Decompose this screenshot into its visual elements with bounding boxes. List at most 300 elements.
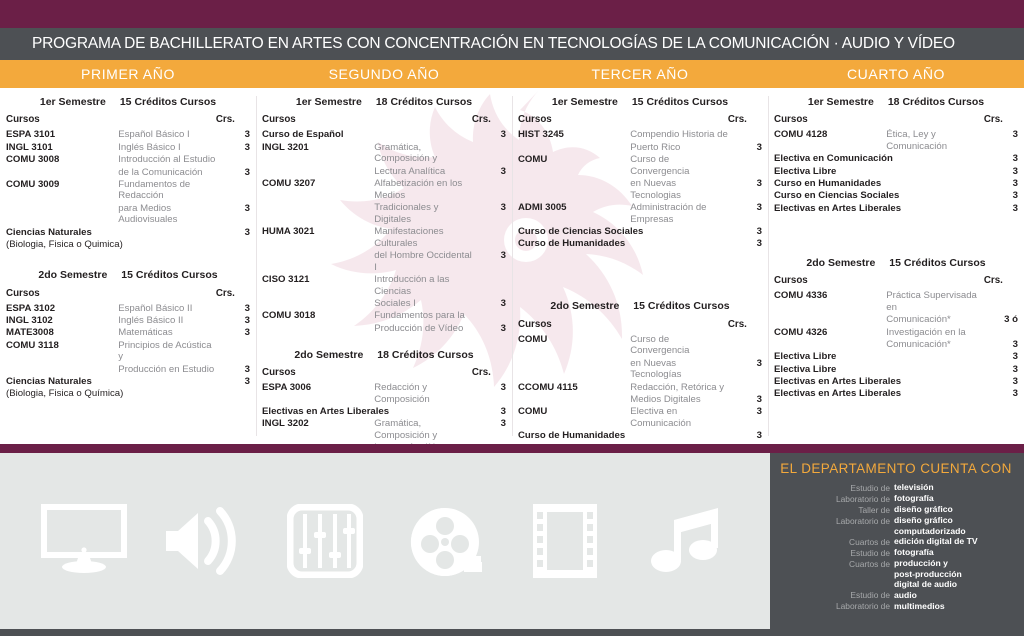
col-header-name: [630, 114, 728, 129]
course-credits: [984, 290, 1018, 314]
course-name: Matemáticas: [118, 327, 173, 339]
semester-credits: 15 Créditos Cursos: [631, 96, 729, 108]
course-code: INGL 3101: [6, 141, 53, 153]
course-row: [518, 357, 762, 381]
course-row: [774, 363, 1018, 375]
course-name: Español Básico I: [118, 129, 190, 141]
course-table: [518, 318, 762, 454]
semester-credits: 18 Créditos Cursos: [887, 96, 985, 108]
course-name: Electiva en Comunicación: [630, 406, 692, 430]
course-credits: 3: [1012, 388, 1018, 400]
facility-item: [780, 493, 1012, 504]
col-header-courses: Cursos: [262, 114, 296, 126]
course-name: Investigación en la: [886, 326, 966, 338]
course-code: Electiva Libre: [774, 363, 837, 375]
course-row: [262, 298, 506, 310]
course-table: [6, 287, 250, 400]
facility-label: Estudio de: [850, 547, 890, 558]
course-code: HIST 3245: [518, 129, 564, 141]
semester-heading: [262, 341, 506, 367]
course-row: [6, 154, 250, 166]
audio-mixer-icon: [277, 493, 373, 589]
course-credits: 3: [756, 238, 762, 250]
course-credits: [216, 154, 250, 166]
table-header-row: [6, 287, 250, 302]
course-credits: 3: [1012, 165, 1018, 177]
facility-value: fotografía: [894, 493, 934, 503]
curriculum-columns: [0, 88, 1024, 444]
course-code: COMU 3008: [6, 154, 60, 166]
course-code: Electivas en Artes Liberales: [262, 406, 390, 418]
course-code: [518, 141, 630, 153]
course-credits: 3: [244, 129, 250, 141]
department-facility-list: [780, 482, 1012, 612]
facility-value: fotografía: [894, 547, 934, 557]
course-name: Compendio Historia de: [630, 129, 728, 141]
col-header-credits: Crs.: [983, 275, 1003, 287]
course-credits: 3: [756, 202, 762, 214]
table-header-row: [774, 114, 1018, 129]
course-code: [6, 202, 118, 226]
course-credits: 3: [500, 382, 506, 394]
course-row: [518, 141, 762, 153]
semester-name: 2do Semestre: [294, 348, 364, 361]
course-name: Inglés Básico I: [118, 141, 181, 153]
course-code: COMU: [518, 333, 548, 345]
semester-name: 1er Semestre: [807, 96, 874, 108]
course-code: Curso de Humanidades: [518, 238, 626, 250]
course-name: Manifestaciones Culturales: [374, 226, 444, 249]
facility-label: Cuartos de: [849, 558, 890, 569]
course-name: Español Básico II: [118, 302, 193, 314]
department-panel-title: EL DEPARTAMENTO CUENTA CON: [780, 461, 1012, 476]
semester-name: 2do Semestre: [38, 269, 108, 282]
television-icon: [36, 493, 132, 589]
course-row: [262, 250, 506, 274]
course-table: [518, 114, 762, 250]
course-name: Medios Digitales: [630, 394, 701, 406]
course-code: [6, 363, 118, 375]
semester-credits: 18 Créditos Cursos: [377, 348, 474, 361]
facility-label: Laboratorio de: [835, 515, 890, 526]
semester-credits: 15 Créditos Cursos: [121, 269, 218, 282]
music-note-icon: [638, 493, 734, 589]
course-row: [6, 141, 250, 153]
course-row: [6, 315, 250, 327]
course-code: [6, 166, 118, 178]
course-code: Curso en Humanidades: [774, 178, 882, 190]
course-credits: 3: [756, 430, 762, 442]
year-header-4: CUARTO AÑO: [846, 66, 946, 82]
course-code: CISO 3121: [262, 273, 310, 285]
course-code: [774, 314, 886, 326]
course-credits: [728, 154, 762, 178]
course-code: COMU 3207: [262, 178, 316, 190]
semester-heading: [518, 88, 762, 114]
year-column-1: [0, 88, 256, 444]
course-code: (Biologia, Fisica o Quimica): [6, 239, 123, 251]
facility-value: diseño gráfico: [894, 504, 953, 514]
year-column-2: [256, 88, 512, 444]
course-credits: 3 ó: [1004, 314, 1018, 326]
course-credits: [728, 333, 762, 357]
course-credits: 3: [756, 226, 762, 238]
course-code: ESPA 3006: [262, 382, 312, 394]
course-credits: 3: [756, 394, 762, 406]
course-credits: 3: [1012, 363, 1018, 375]
year-column-4: [768, 88, 1024, 444]
course-row: [6, 129, 250, 141]
facility-label: Estudio de: [850, 482, 890, 493]
course-name: Comunicación*: [886, 338, 951, 350]
course-name: en Nuevas Tecnologias: [630, 178, 681, 201]
course-credits: 3: [1012, 178, 1018, 190]
program-title-bar: [0, 28, 1024, 60]
col-header-courses: Cursos: [774, 114, 808, 126]
course-credits: 3: [244, 226, 250, 238]
course-credits: 3: [500, 165, 506, 177]
course-code: HUMA 3021: [262, 226, 315, 238]
course-code: [262, 322, 374, 334]
course-name: Producción en Estudio: [118, 363, 215, 375]
col-header-name: [374, 114, 472, 129]
course-code: ESPA 3102: [6, 302, 56, 314]
col-header-credits: Crs.: [983, 114, 1003, 126]
film-strip-icon: [517, 493, 613, 589]
col-header-name: [374, 367, 472, 382]
semester-credits: 18 Créditos Cursos: [375, 96, 473, 108]
course-credits: 3: [244, 202, 250, 214]
course-code: (Biologia, Fisica o Química): [6, 388, 124, 400]
course-credits: [984, 326, 1018, 338]
course-code: [262, 202, 374, 226]
semester-heading: [6, 88, 250, 114]
course-row: [6, 388, 250, 400]
course-credits: 3: [244, 141, 250, 153]
course-code: INGL 3201: [262, 141, 309, 153]
col-header-courses: Cursos: [518, 114, 552, 126]
course-credits: 3: [500, 406, 506, 418]
course-code: [518, 357, 630, 381]
course-table: [262, 114, 506, 335]
course-name: de la Comunicación: [118, 166, 203, 178]
film-reel-icon: [397, 493, 493, 589]
footer-bar: [0, 629, 1024, 636]
semester-heading: [518, 292, 762, 318]
course-name: en Nuevas Tecnologías: [630, 357, 682, 381]
year-header-bar: [0, 60, 1024, 88]
facility-item: [780, 515, 1012, 536]
course-row: [262, 382, 506, 406]
semester-credits: 15 Créditos Cursos: [119, 96, 217, 108]
course-credits: 3: [1012, 202, 1018, 214]
facilities-icons-panel: [0, 453, 770, 629]
facility-label: Estudio de: [850, 590, 890, 600]
course-code: ADMI 3005: [518, 202, 567, 214]
course-row: [6, 226, 250, 238]
col-header-name: [118, 287, 216, 302]
course-name: Gramática, Composición y: [374, 141, 438, 165]
course-code: COMU 4336: [774, 290, 828, 302]
course-row: [774, 165, 1018, 177]
course-credits: 3: [244, 327, 250, 339]
course-credits: 3: [1012, 376, 1018, 388]
course-row: [262, 274, 506, 298]
course-row: [6, 339, 250, 363]
course-row: [518, 430, 762, 442]
course-credits: [216, 339, 250, 363]
course-credits: [216, 178, 250, 202]
course-row: [262, 129, 506, 141]
course-credits: 3: [244, 314, 250, 326]
course-row: [774, 351, 1018, 363]
col-header-courses: Cursos: [518, 318, 552, 330]
course-credits: 3: [500, 250, 506, 261]
course-code: [518, 394, 630, 406]
course-row: [6, 178, 250, 202]
course-code: [518, 178, 630, 202]
year-column-3: [512, 88, 768, 444]
course-credits: [472, 226, 506, 250]
course-code: Curso en Ciencias Sociales: [774, 190, 900, 202]
year-header-3: TERCER AÑO: [591, 66, 689, 82]
course-credits: 3: [756, 357, 762, 369]
course-credits: 3: [1012, 153, 1018, 165]
course-row: [774, 129, 1018, 153]
course-code: Electivas en Artes Liberales: [774, 388, 902, 400]
course-code: [262, 298, 374, 310]
course-credits: 3: [244, 166, 250, 178]
semester-name: 2do Semestre: [550, 300, 620, 313]
course-code: Curso de Humanidades: [518, 430, 626, 442]
course-row: [262, 226, 506, 250]
course-row: [518, 381, 762, 393]
course-credits: 3: [500, 202, 506, 214]
facility-label: Laboratorio de: [835, 493, 890, 504]
facility-item: [780, 536, 1012, 547]
course-code: [774, 339, 886, 351]
course-code: Ciencias Naturales: [6, 376, 92, 388]
course-name: Puerto Rico: [630, 141, 681, 153]
course-name: Principios de Acústica y: [118, 339, 212, 363]
course-credits: [216, 239, 250, 251]
course-credits: [728, 129, 762, 141]
course-code: Electivas en Artes Liberales: [774, 376, 902, 388]
semester-heading: [774, 249, 1018, 275]
course-name: Práctica Supervisada en: [886, 290, 977, 313]
course-name: Sociales I: [374, 297, 416, 309]
semester-heading: [262, 88, 506, 114]
col-header-courses: Cursos: [6, 114, 40, 126]
course-row: [774, 178, 1018, 190]
course-row: [6, 363, 250, 375]
course-row: [6, 302, 250, 314]
course-row: [262, 141, 506, 165]
course-row: [518, 129, 762, 141]
semester-name: 2do Semestre: [806, 256, 876, 269]
semester-credits: 15 Créditos Cursos: [889, 256, 986, 269]
facility-label: Laboratorio de: [835, 601, 890, 611]
facility-item: [780, 590, 1012, 601]
course-code: Electiva en Comunicación: [774, 153, 893, 165]
course-row: [6, 327, 250, 339]
course-credits: 3: [1012, 338, 1018, 350]
course-name: para Medios Audiovisuales: [118, 202, 178, 226]
facility-value: producción y post-producción digital de audio: [894, 558, 962, 589]
facility-item: [780, 558, 1012, 590]
course-code: Ciencias Naturales: [6, 226, 92, 238]
course-row: [774, 326, 1018, 338]
course-row: [774, 339, 1018, 351]
course-row: [518, 394, 762, 406]
facility-value: diseño gráfico computadorizado: [894, 515, 966, 536]
course-name: Gramática, Composición y: [374, 418, 438, 441]
course-code: COMU 4128: [774, 129, 828, 141]
course-name: Fundamentos de Redacción: [118, 178, 191, 202]
facility-item: [780, 482, 1012, 493]
course-code: INGL 3202: [262, 418, 309, 430]
table-header-row: [6, 114, 250, 129]
department-facilities-panel: [770, 453, 1024, 629]
course-credits: 3: [756, 406, 762, 418]
course-row: [518, 238, 762, 250]
course-credits: 3: [756, 178, 762, 190]
semester-credits: 15 Créditos Cursos: [633, 300, 730, 313]
table-header-row: [262, 367, 506, 382]
course-code: CCOMU 4115: [518, 381, 578, 393]
course-code: COMU: [518, 406, 548, 418]
course-row: [774, 388, 1018, 400]
course-row: [518, 178, 762, 202]
course-credits: 3: [500, 418, 506, 430]
col-header-name: [630, 318, 728, 333]
col-header-name: [886, 275, 984, 290]
course-name: Comunicación*: [886, 314, 951, 326]
course-code: Electiva Libre: [774, 165, 837, 177]
course-row: [518, 202, 762, 226]
course-code: Curso de Ciencias Sociales: [518, 226, 644, 238]
semester-name: 1er Semestre: [39, 96, 106, 108]
course-row: [774, 290, 1018, 314]
course-row: [262, 310, 506, 322]
facility-item: [780, 547, 1012, 558]
course-code: Electiva Libre: [774, 351, 837, 363]
course-credits: 3: [244, 376, 250, 388]
year-header-2: SEGUNDO AÑO: [328, 66, 440, 82]
course-row: [6, 239, 250, 251]
course-code: COMU: [518, 154, 548, 166]
course-code: COMU 3018: [262, 310, 316, 322]
course-row: [6, 376, 250, 388]
course-code: [262, 165, 374, 177]
col-header-credits: Crs.: [471, 114, 491, 126]
course-name: Producción de Vídeo: [374, 322, 464, 334]
course-name: Curso de Convergencia: [630, 333, 690, 357]
course-row: [774, 190, 1018, 202]
course-row: [262, 418, 506, 442]
course-row: [518, 406, 762, 430]
facility-value: edición digital de TV: [894, 536, 978, 546]
facility-label: Cuartos de: [849, 536, 890, 547]
col-header-credits: Crs.: [215, 287, 235, 299]
course-credits: 3: [1012, 351, 1018, 363]
course-credits: [216, 388, 250, 400]
course-code: MATE3008: [6, 327, 54, 339]
course-row: [774, 376, 1018, 388]
table-header-row: [518, 114, 762, 129]
course-credits: 3: [244, 302, 250, 314]
course-credits: [472, 274, 506, 298]
col-header-courses: Cursos: [262, 367, 296, 379]
course-code: [262, 250, 374, 274]
bottom-section: [0, 453, 1024, 636]
course-name: Alfabetización en los Medios: [374, 178, 463, 201]
semester-heading: [6, 261, 250, 287]
course-name: Redacción, Retórica y: [630, 381, 725, 393]
course-row: [774, 202, 1018, 214]
course-name: Inglés Básico II: [118, 314, 184, 326]
page-title: PROGRAMA DE BACHILLERATO EN ARTES CON CONCENTRACIÓN EN TECNOLOGÍAS DE LA COMUNICACIÓN · AUDIO Y VÍDEO: [32, 35, 955, 52]
course-credits: 3: [500, 322, 506, 334]
course-code: COMU 3118: [6, 339, 59, 351]
course-code: INGL 3102: [6, 314, 53, 326]
facility-item: [780, 601, 1012, 612]
course-credits: [728, 381, 762, 393]
course-credits: [472, 178, 506, 202]
course-name: Lectura Analítica: [374, 165, 446, 177]
col-header-courses: Cursos: [6, 287, 40, 299]
semester-name: 1er Semestre: [295, 96, 362, 108]
course-code: COMU 4326: [774, 326, 828, 338]
course-row: [518, 333, 762, 357]
course-row: [6, 202, 250, 226]
course-code: ESPA 3101: [6, 129, 56, 141]
course-code: Electivas en Artes Liberales: [774, 202, 902, 214]
course-row: [518, 226, 762, 238]
facility-value: televisión: [894, 482, 934, 492]
col-header-credits: Crs.: [727, 114, 747, 126]
course-name: del Hombre Occidental I: [374, 250, 472, 273]
course-name: Ética, Ley y Comunicación: [886, 129, 948, 152]
facility-item: [780, 504, 1012, 515]
col-header-credits: Crs.: [215, 114, 235, 126]
course-row: [262, 178, 506, 202]
table-header-row: [518, 318, 762, 333]
course-table: [774, 114, 1018, 215]
course-credits: 3: [500, 129, 506, 141]
facility-value: multimedios: [894, 600, 945, 611]
course-name: Curso de Convergencia: [630, 154, 690, 177]
facility-value: audio: [894, 589, 917, 600]
course-name: Administración de Empresas: [630, 202, 707, 225]
col-header-name: [886, 114, 984, 129]
course-name: Introducción a las Ciencias: [374, 273, 450, 297]
course-credits: 3: [244, 363, 250, 375]
course-row: [262, 322, 506, 334]
col-header-credits: Crs.: [727, 318, 747, 330]
col-header-courses: Cursos: [774, 275, 808, 287]
col-header-credits: Crs.: [471, 367, 491, 379]
year-header-1: PRIMER AÑO: [81, 66, 175, 82]
course-credits: [472, 141, 506, 165]
course-code: COMU 3009: [6, 178, 60, 190]
course-credits: 3: [1012, 129, 1018, 141]
course-table: [6, 114, 250, 251]
course-credits: 3: [1012, 190, 1018, 202]
semester-heading: [774, 88, 1018, 114]
course-name: Tradicionales y Digitales: [374, 202, 439, 225]
course-row: [774, 314, 1018, 326]
